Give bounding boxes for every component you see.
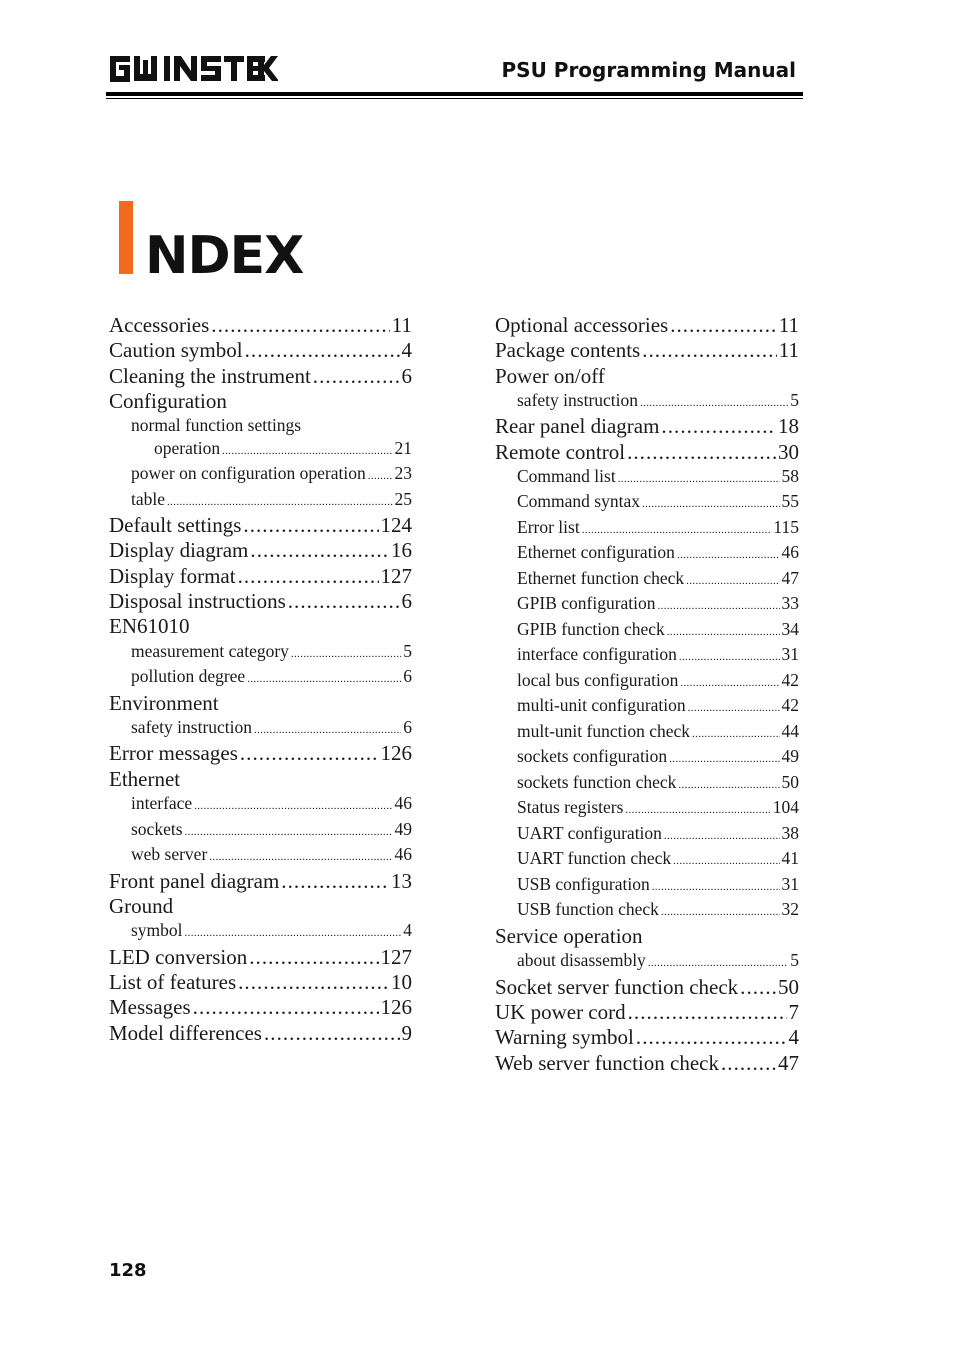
index-entry — [495, 669, 799, 695]
dot-leader — [661, 898, 780, 924]
dot-leader — [254, 716, 401, 742]
index-entry — [109, 462, 412, 488]
index-page-number: 126 — [380, 741, 412, 766]
index-term: measurement category — [131, 640, 289, 661]
dot-leader — [673, 847, 779, 873]
header-rule-thin — [106, 98, 803, 99]
index-entry — [495, 924, 799, 949]
index-term: Cleaning the instrument — [109, 363, 311, 388]
index-term: interface — [131, 793, 193, 814]
index-page-number: 5 — [403, 640, 412, 661]
dot-leader — [669, 745, 779, 771]
index-entry — [109, 389, 412, 414]
index-term: USB function check — [517, 899, 659, 920]
dot-leader — [185, 919, 402, 945]
index-page-number: 25 — [394, 488, 412, 509]
index-entry — [109, 640, 412, 666]
index-entry — [495, 490, 799, 516]
index-entry — [109, 364, 412, 389]
index-entry — [495, 949, 799, 975]
index-page-number: 16 — [391, 538, 412, 563]
dot-leader — [678, 771, 779, 797]
index-term: Ethernet configuration — [517, 542, 675, 563]
dot-leader — [193, 995, 379, 1020]
index-entry — [109, 414, 412, 437]
index-term: safety instruction — [517, 389, 639, 410]
dot-leader — [582, 516, 772, 542]
index-page-number: 11 — [391, 313, 412, 337]
dot-leader — [670, 313, 777, 338]
index-entry — [495, 694, 799, 720]
index-term: Front panel diagram — [109, 868, 280, 893]
index-entry — [495, 592, 799, 618]
index-page-number: 4 — [403, 920, 412, 941]
index-term: Error messages — [109, 741, 238, 766]
index-entry — [109, 513, 412, 538]
dot-leader — [249, 945, 378, 970]
index-entry — [495, 618, 799, 644]
index-term: GPIB configuration — [517, 593, 656, 614]
index-term: Environment — [109, 690, 219, 715]
page-number: 128 — [109, 1260, 147, 1281]
index-page-number: 4 — [788, 1025, 799, 1050]
dot-leader — [688, 694, 780, 720]
index-page-number: 38 — [781, 822, 799, 843]
index-entry — [495, 873, 799, 899]
index-entry — [109, 919, 412, 945]
index-term: multi-unit configuration — [517, 695, 686, 716]
dot-leader — [238, 970, 389, 995]
index-term: Messages — [109, 995, 191, 1020]
index-page-number: 46 — [394, 793, 412, 814]
index-term: power on configuration operation — [131, 463, 366, 484]
index-term: Command syntax — [517, 491, 640, 512]
dot-leader — [167, 488, 392, 514]
dot-leader — [313, 364, 400, 389]
index-page-number: 46 — [781, 542, 799, 563]
index-page-number: 7 — [788, 1000, 799, 1025]
index-page-number: 21 — [394, 437, 412, 458]
index-page-number: 50 — [781, 771, 799, 792]
index-term: UART configuration — [517, 822, 662, 843]
index-term: UK power cord — [495, 1000, 626, 1025]
index-entry — [109, 665, 412, 691]
index-entry — [495, 745, 799, 771]
index-page-number: 104 — [772, 797, 799, 818]
index-page-number: 124 — [380, 513, 412, 538]
index-page-number: 5 — [790, 389, 799, 410]
index-page-number: 30 — [778, 439, 799, 464]
index-term: List of features — [109, 969, 237, 994]
index-entry — [109, 437, 412, 463]
dot-leader — [642, 338, 777, 363]
index-page-number: 23 — [394, 463, 412, 484]
dot-leader — [636, 1025, 787, 1050]
index-entry — [495, 1051, 799, 1076]
index-entry — [109, 818, 412, 844]
dot-leader — [721, 1051, 776, 1076]
index-page-number: 11 — [778, 338, 799, 363]
index-term: normal function settings — [131, 415, 302, 436]
index-page-number: 115 — [773, 516, 799, 537]
dot-leader — [240, 741, 379, 766]
index-entry — [109, 1021, 412, 1046]
index-term: web server — [131, 844, 208, 865]
index-page-number: 9 — [401, 1020, 412, 1045]
index-term: LED conversion — [109, 944, 248, 969]
dot-leader — [628, 1000, 787, 1025]
index-entry — [495, 643, 799, 669]
index-entry — [109, 741, 412, 766]
index-entry — [495, 516, 799, 542]
index-page-number: 127 — [380, 944, 412, 969]
dot-leader — [211, 313, 389, 338]
index-term: EN61010 — [109, 614, 190, 639]
index-entry — [495, 465, 799, 491]
index-term: Caution symbol — [109, 338, 243, 363]
index-entry — [495, 771, 799, 797]
index-entry — [495, 720, 799, 746]
index-term: Display diagram — [109, 538, 249, 563]
index-page-number: 46 — [394, 844, 412, 865]
index-page-number: 127 — [380, 563, 412, 588]
index-term: Accessories — [109, 313, 210, 337]
index-entry — [109, 614, 412, 639]
dot-leader — [243, 513, 378, 538]
index-term: Warning symbol — [495, 1025, 634, 1050]
index-entry — [495, 440, 799, 465]
index-page-number: 44 — [781, 720, 799, 741]
index-page-number: 49 — [394, 818, 412, 839]
dot-leader — [692, 720, 779, 746]
index-page-number: 47 — [778, 1050, 799, 1075]
dot-leader — [185, 818, 393, 844]
index-term: GPIB function check — [517, 618, 665, 639]
dot-leader — [194, 792, 392, 818]
index-entry — [495, 541, 799, 567]
index-page-number: 32 — [781, 899, 799, 920]
index-term: Status registers — [517, 797, 624, 818]
index-term: operation — [154, 437, 221, 458]
index-page-number: 42 — [781, 695, 799, 716]
index-term: UART function check — [517, 848, 672, 869]
index-term: interface configuration — [517, 644, 677, 665]
index-term: Ground — [109, 893, 174, 918]
dot-leader — [640, 389, 788, 415]
index-title-initial — [119, 201, 133, 274]
index-entry — [495, 338, 799, 363]
index-page-number: 33 — [781, 593, 799, 614]
dot-leader — [288, 589, 400, 614]
index-page-number: 50 — [778, 974, 799, 999]
dot-leader — [281, 869, 389, 894]
index-page-number: 126 — [380, 995, 412, 1020]
index-entry — [495, 1025, 799, 1050]
index-entry — [495, 567, 799, 593]
manual-title: PSU Programming Manual — [501, 58, 796, 82]
index-page-number: 18 — [778, 414, 799, 439]
index-term: Service operation — [495, 923, 643, 948]
index-entry — [495, 389, 799, 415]
index-column-left — [109, 313, 412, 1046]
dot-leader — [625, 796, 770, 822]
index-term: sockets configuration — [517, 746, 668, 767]
index-entry — [495, 796, 799, 822]
index-term: Configuration — [109, 388, 227, 413]
index-page-number: 34 — [781, 618, 799, 639]
index-term: Command list — [517, 465, 616, 486]
index-entry — [109, 716, 412, 742]
index-page-number: 13 — [391, 868, 412, 893]
index-page-number: 31 — [781, 873, 799, 894]
dot-leader — [264, 1021, 400, 1046]
dot-leader — [679, 643, 780, 669]
index-term: Ethernet — [109, 766, 181, 791]
dot-leader — [667, 618, 780, 644]
dot-leader — [740, 975, 776, 1000]
index-entry — [495, 313, 799, 338]
index-term: symbol — [131, 920, 183, 941]
index-entry — [109, 792, 412, 818]
index-entry — [109, 894, 412, 919]
index-term: sockets — [131, 818, 183, 839]
index-entry — [109, 945, 412, 970]
index-term: Disposal instructions — [109, 589, 286, 614]
dot-leader — [658, 592, 780, 618]
index-term: Model differences — [109, 1020, 262, 1045]
index-term: about disassembly — [517, 950, 646, 971]
index-page-number: 6 — [403, 666, 412, 687]
dot-leader — [648, 949, 788, 975]
dot-leader — [661, 414, 776, 439]
index-entry — [495, 414, 799, 439]
index-term: Error list — [517, 516, 580, 537]
dot-leader — [291, 640, 401, 666]
index-page-number: 10 — [391, 969, 412, 994]
index-entry — [109, 869, 412, 894]
index-entry — [109, 538, 412, 563]
index-entry — [495, 822, 799, 848]
index-title-initial-letter — [119, 201, 120, 202]
index-term: Default settings — [109, 513, 242, 538]
dot-leader — [368, 462, 393, 488]
index-page-number: 41 — [781, 848, 799, 869]
index-entry — [109, 488, 412, 514]
index-term: Package contents — [495, 338, 641, 363]
dot-leader — [627, 440, 776, 465]
index-term: Power on/off — [495, 363, 605, 388]
gw-instek-logo — [108, 52, 278, 86]
index-entry — [109, 995, 412, 1020]
index-title: NDEX — [145, 226, 304, 286]
index-entry — [109, 564, 412, 589]
dot-leader — [209, 843, 392, 869]
index-entry — [495, 975, 799, 1000]
index-term: sockets function check — [517, 771, 677, 792]
index-term: Socket server function check — [495, 974, 739, 999]
index-term: local bus configuration — [517, 669, 679, 690]
dot-leader — [245, 338, 400, 363]
index-page-number: 47 — [781, 567, 799, 588]
index-term: table — [131, 488, 166, 509]
dot-leader — [618, 465, 780, 491]
index-page-number: 49 — [781, 746, 799, 767]
index-page-number: 5 — [790, 950, 799, 971]
dot-leader — [652, 873, 780, 899]
index-term: USB configuration — [517, 873, 650, 894]
dot-leader — [247, 665, 401, 691]
dot-leader — [664, 822, 780, 848]
index-page-number: 58 — [781, 465, 799, 486]
index-page-number: 6 — [401, 589, 412, 614]
index-page-number: 6 — [403, 716, 412, 737]
index-term: mult-unit function check — [517, 720, 691, 741]
index-page-number: 4 — [401, 338, 412, 363]
index-entry — [109, 338, 412, 363]
index-term: Ethernet function check — [517, 567, 685, 588]
index-term: Rear panel diagram — [495, 414, 660, 439]
index-page-number: 11 — [778, 313, 799, 337]
index-entry — [109, 970, 412, 995]
index-entry — [495, 847, 799, 873]
index-page-number: 31 — [781, 644, 799, 665]
dot-leader — [642, 490, 780, 516]
dot-leader — [680, 669, 779, 695]
index-term: pollution degree — [131, 666, 246, 687]
index-entry — [109, 691, 412, 716]
index-entry — [109, 313, 412, 338]
index-entry — [109, 843, 412, 869]
index-page-number: 42 — [781, 669, 799, 690]
index-entry — [109, 589, 412, 614]
index-page-number: 55 — [781, 491, 799, 512]
index-entry — [495, 364, 799, 389]
index-entry — [495, 898, 799, 924]
index-entry — [109, 767, 412, 792]
index-term: safety instruction — [131, 716, 253, 737]
index-term: Web server function check — [495, 1050, 719, 1075]
dot-leader — [677, 541, 780, 567]
index-term: Optional accessories — [495, 313, 669, 337]
dot-leader — [250, 538, 389, 563]
dot-leader — [238, 564, 379, 589]
dot-leader — [222, 437, 392, 463]
header-rule-thick — [106, 92, 803, 96]
index-page-number: 6 — [401, 363, 412, 388]
index-column-right — [495, 313, 799, 1076]
dot-leader — [686, 567, 779, 593]
index-term: Remote control — [495, 439, 626, 464]
index-entry — [495, 1000, 799, 1025]
index-term: Display format — [109, 563, 236, 588]
